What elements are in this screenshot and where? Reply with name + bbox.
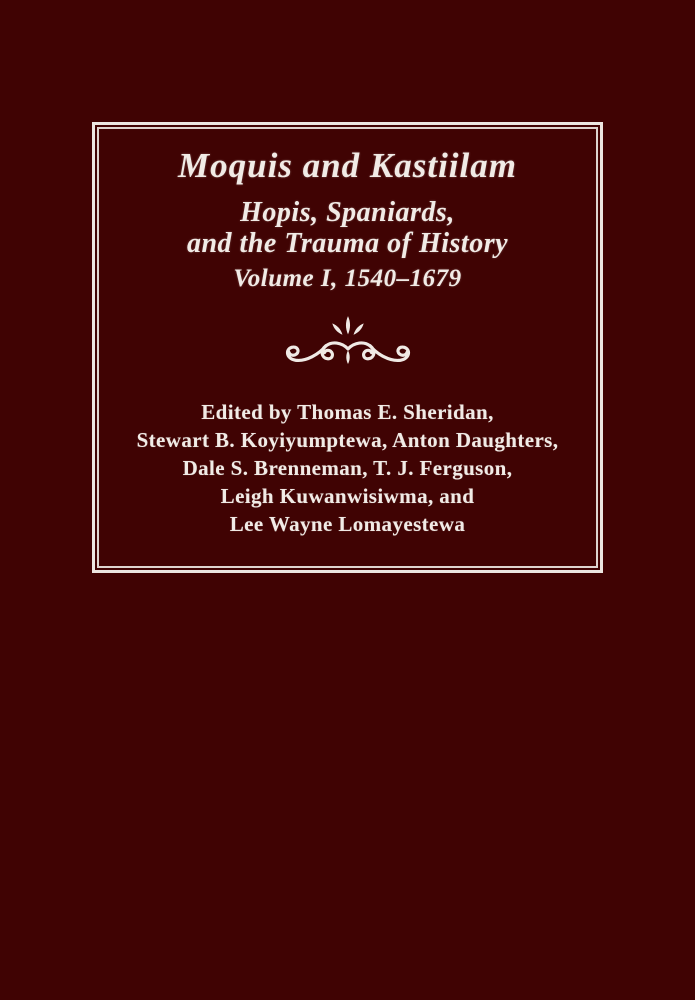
- cover-text-block: [92, 122, 603, 573]
- book-subtitle-line-2: and the Trauma of History: [186, 228, 509, 259]
- flourish-ornament-icon: [92, 314, 603, 372]
- editor-line: Dale S. Brenneman, T. J. Ferguson,: [182, 456, 513, 480]
- book-subtitle-line-1: Hopis, Spaniards,: [240, 197, 455, 228]
- editor-line: Stewart B. Koyiyumptewa, Anton Daughters,: [136, 428, 559, 452]
- book-title: Moquis and Kastiilam: [178, 146, 517, 185]
- editor-line: Leigh Kuwanwisiwma, and: [220, 484, 475, 508]
- editor-line: Lee Wayne Lomayestewa: [229, 512, 466, 536]
- volume-line: Volume I, 1540–1679: [233, 265, 462, 292]
- editors-block: [92, 398, 603, 538]
- editor-line: Edited by Thomas E. Sheridan,: [201, 400, 494, 424]
